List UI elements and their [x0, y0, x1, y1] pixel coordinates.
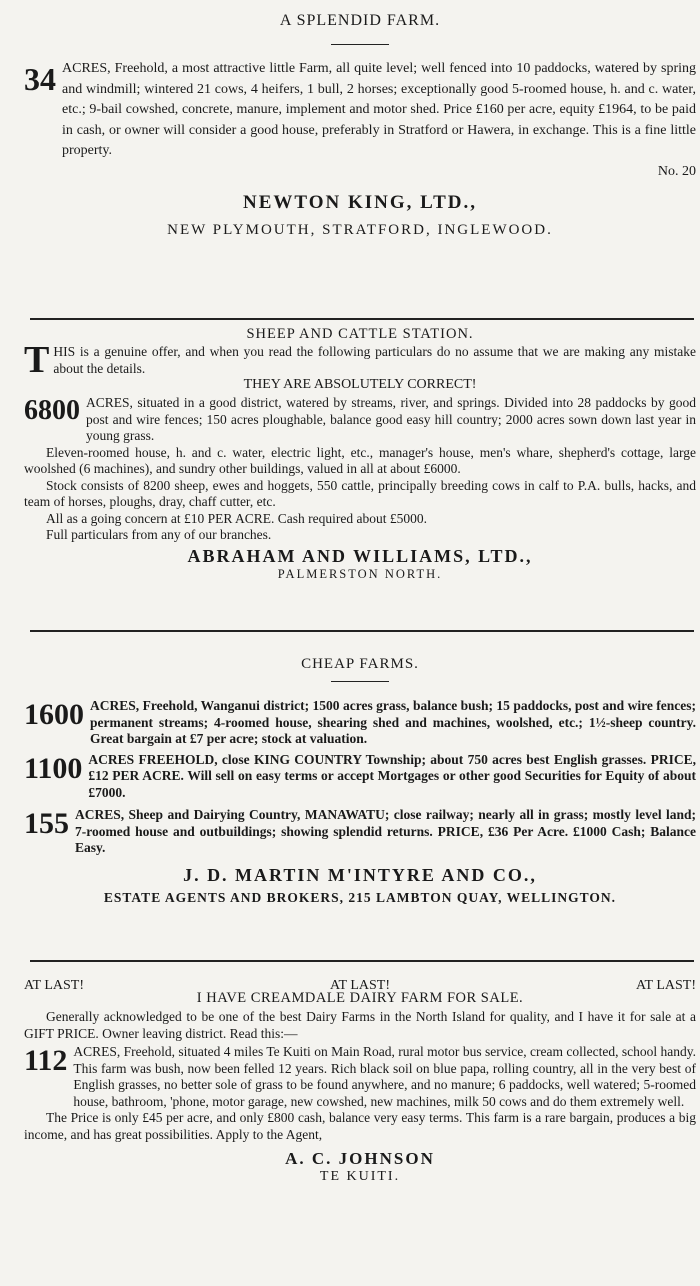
banner-center: AT LAST!	[329, 978, 391, 993]
divider	[30, 960, 694, 962]
lot-description: ACRES, situated in a good district, watered by streams, river, and springs. Divided into 28 paddocks by good post and wire fences; 150 acres ploughable, balance good easy hill country; 2000 acres sown down last year in young grass.	[86, 395, 696, 443]
price-paragraph: All as a going concern at £10 PER ACRE. Cash required about £5000.	[46, 510, 427, 526]
company-address: ESTATE AGENTS AND BROKERS, 215 LAMBTON QUAY, WELLINGTON.	[103, 889, 617, 905]
banner-right: AT LAST!	[635, 978, 696, 993]
lot-number: 1100	[24, 751, 83, 785]
company-name: NEWTON KING, LTD.,	[243, 192, 477, 213]
lot-155	[24, 807, 696, 857]
company-location: PALMERSTON NORTH.	[277, 566, 443, 581]
lot-number: 6800	[24, 395, 80, 426]
lot-number: 112	[24, 1044, 68, 1077]
company-name: ABRAHAM AND WILLIAMS, LTD.,	[187, 545, 533, 566]
lot-34	[24, 59, 696, 162]
divider	[30, 630, 694, 632]
drop-cap: T	[24, 339, 50, 381]
particulars-paragraph: Full particulars from any of our branches.	[46, 527, 272, 542]
ad-cheap-farms	[24, 656, 696, 906]
lot-number: 1600	[24, 698, 84, 731]
lot-1600	[24, 698, 696, 748]
company-branches: NEW PLYMOUTH, STRATFORD, INGLEWOOD.	[167, 222, 553, 238]
ad-splendid-farm	[24, 12, 696, 239]
lot-112	[24, 1044, 696, 1110]
price-paragraph: The Price is only £45 per acre, and only £800 cash, balance very easy terms. This farm is a rare bargain, produces a big income, and has great possibilities. Apply to the Agent,	[24, 1110, 696, 1142]
lot-description: ACRES, Freehold, a most attractive little Farm, all quite level; well fenced into 10 paddocks, watered by spring and windmill; wintered 21 cows, 4 heifers, 1 bull, 2 horses; exceptionally good 5-roomed house, h. and c. water, etc.; 9-bail cowshed, concrete, manure, implement and motor shed. Price £160 per acre, equity £1964, to be paid in cash, or owner will consider a good house, preferably in Stratford or Hawera, in exchange. This is a fine little property.	[62, 61, 696, 158]
stock-paragraph: Stock consists of 8200 sheep, ewes and hoggets, 550 cattle, principally breeding cows in calf to P.A. bulls, hacks, and team of horses, ploughs, dray, chaff cutter, etc.	[24, 477, 696, 509]
ad-title: SHEEP AND CATTLE STATION.	[246, 326, 474, 342]
emphasis-line: THEY ARE ABSOLUTELY CORRECT!	[243, 377, 477, 392]
lot-description: ACRES FREEHOLD, close KING COUNTRY Township; about 750 acres best English grasses. PRICE, £12 PER ACRE. Will sell on easy terms or accept Mortgages or other good Securities for Equity of about £7000.	[88, 751, 696, 800]
lot-description: ACRES, Freehold, Wanganui district; 1500 acres grass, balance bush; 15 paddocks, post and wire fences; permanent streams; 4-roomed house, shearing shed and machines, woolshed, etc.; 1½-sheep country. Great bargain at £7 per acre; stock at valuation.	[90, 698, 696, 746]
title-rule	[331, 681, 389, 682]
agent-name: A. C. JOHNSON	[285, 1149, 435, 1168]
agent-town: TE KUITI.	[319, 1169, 401, 1184]
company-name: J. D. MARTIN M'INTYRE AND CO.,	[183, 864, 537, 885]
reference-number: No. 20	[657, 163, 696, 179]
lot-6800	[24, 395, 696, 445]
intro-paragraph: Generally acknowledged to be one of the best Dairy Farms in the North Island for quality, and I have it for sale at a GIFT PRICE. Owner leaving district. Read this:—	[24, 1009, 696, 1041]
ad-title: A SPLENDID FARM.	[279, 12, 441, 29]
divider	[30, 318, 694, 320]
ad-sheep-cattle-station	[24, 326, 696, 582]
lot-number: 155	[24, 807, 69, 840]
buildings-paragraph: Eleven-roomed house, h. and c. water, electric light, etc., manager's house, men's whare, shepherd's cottage, large woolshed (6 machines), and sundry other buildings, valued in all at about £6000.	[24, 444, 696, 476]
lot-description: ACRES, Sheep and Dairying Country, MANAWATU; close railway; nearly all in grass; mostly level land; 7-roomed house and outbuildings; showing splendid returns. PRICE, £36 Per Acre. £1000 Cash; Balance Easy.	[75, 807, 696, 855]
lot-number: 34	[24, 61, 56, 97]
ad-creamdale-dairy-farm	[24, 968, 696, 1185]
ad-title: I HAVE CREAMDALE DAIRY FARM FOR SALE.	[196, 990, 524, 1006]
lot-1100	[24, 752, 696, 802]
banner-left: AT LAST!	[24, 978, 85, 993]
intro-paragraph	[24, 339, 696, 381]
intro-text: HIS is a genuine offer, and when you read the following particulars do no assume that we are making any mistake about the details.	[53, 344, 696, 376]
lot-description: ACRES, Freehold, situated 4 miles Te Kuiti on Main Road, rural motor bus service, cream collected, school handy. This farm was bush, now been felled 12 years. Rich black soil on blue papa, rolling country, all in the very best of English grasses, no better sole of grass to be found anywhere, and no manure; 6 paddocks, well watered; 5-roomed house, bathroom, 'phone, motor garage, new cowshed, new machines, milk 50 cows and do them extremely well.	[73, 1044, 696, 1109]
title-rule	[331, 44, 389, 45]
ad-title: CHEAP FARMS.	[301, 656, 419, 672]
